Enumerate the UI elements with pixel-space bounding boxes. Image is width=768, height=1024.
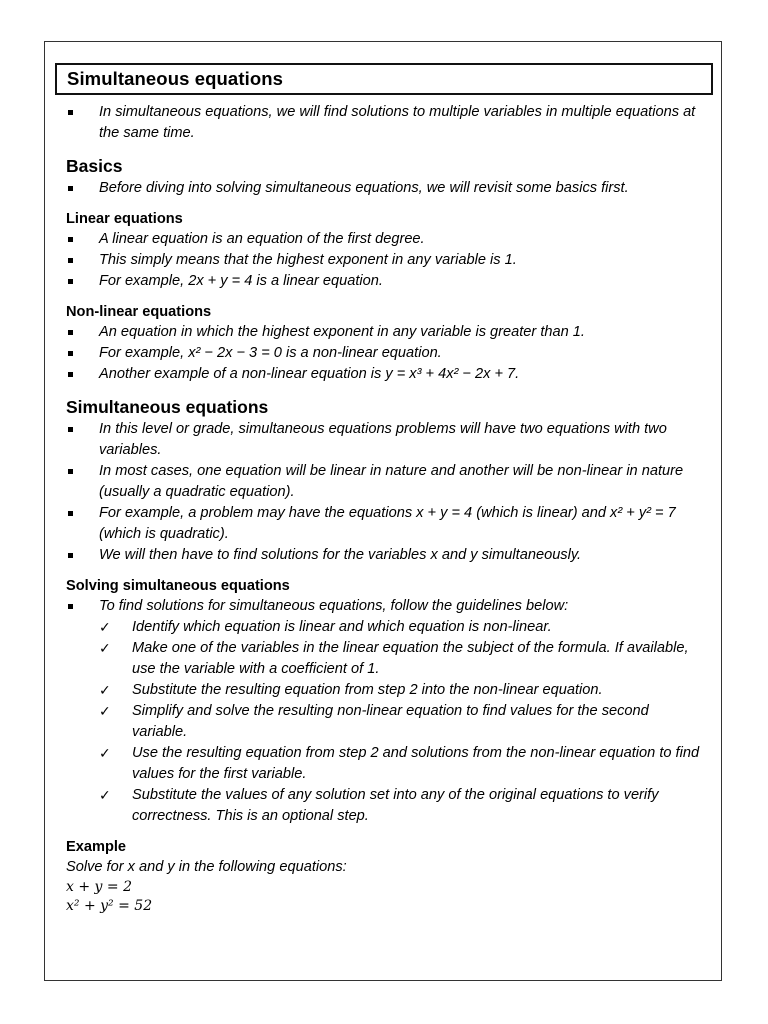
example-equation-1: x + y = 2 <box>66 879 132 895</box>
intro-bullet: In simultaneous equations, we will find solutions to multiple variables in multiple equations at the same time. <box>66 102 706 144</box>
step-text: Substitute the values of any solution set into any of the original equations to verify correctness. This is an optional step. <box>132 787 659 824</box>
document-page <box>44 41 722 981</box>
example-heading: Example <box>66 839 127 855</box>
check-icon: ✓ <box>99 682 111 698</box>
check-icon: ✓ <box>99 703 111 719</box>
solving-step-5 <box>66 743 706 785</box>
nonlinear-bullet-2: For example, x² − 2x − 3 = 0 is a non-linear equation. <box>66 343 706 364</box>
solving-step-4 <box>66 701 706 743</box>
linear-bullet-3: For example, 2x + y = 4 is a linear equation. <box>66 271 706 292</box>
check-icon: ✓ <box>99 640 111 656</box>
solving-step-3 <box>66 680 706 701</box>
title-box <box>55 63 713 95</box>
simultaneous-bullet-1: In this level or grade, simultaneous equations problems will have two equations with two variables. <box>66 419 706 461</box>
page-title: Simultaneous equations <box>67 68 284 89</box>
check-icon: ✓ <box>99 787 111 803</box>
simultaneous-heading: Simultaneous equations <box>66 397 269 417</box>
example-equation-2: x² + y² = 52 <box>66 898 153 914</box>
check-icon: ✓ <box>99 619 111 635</box>
simultaneous-bullet-4: We will then have to find solutions for the variables x and y simultaneously. <box>66 545 706 566</box>
step-text: Identify which equation is linear and which equation is non-linear. <box>132 619 552 635</box>
linear-bullet-1: A linear equation is an equation of the first degree. <box>66 229 706 250</box>
solving-heading: Solving simultaneous equations <box>66 578 290 594</box>
basics-bullet: Before diving into solving simultaneous equations, we will revisit some basics first. <box>66 178 706 199</box>
nonlinear-bullet-3: Another example of a non-linear equation is y = x³ + 4x² − 2x + 7. <box>66 364 706 385</box>
nonlinear-heading: Non-linear equations <box>66 304 212 320</box>
linear-bullet-2: This simply means that the highest exponent in any variable is 1. <box>66 250 706 271</box>
nonlinear-bullet-1: An equation in which the highest exponent in any variable is greater than 1. <box>66 322 706 343</box>
solving-bullet: To find solutions for simultaneous equations, follow the guidelines below: <box>66 596 706 617</box>
step-text: Make one of the variables in the linear equation the subject of the formula. If available, use the variable with a coefficient of 1. <box>132 640 689 677</box>
step-text: Substitute the resulting equation from step 2 into the non-linear equation. <box>132 682 603 698</box>
solving-step-6 <box>66 785 706 827</box>
solving-step-2 <box>66 638 706 680</box>
step-text: Use the resulting equation from step 2 and solutions from the non-linear equation to find values for the first variable. <box>132 745 700 782</box>
linear-heading: Linear equations <box>66 211 183 227</box>
solving-step-1 <box>66 617 706 638</box>
document-body <box>66 102 706 916</box>
simultaneous-bullet-2: In most cases, one equation will be linear in nature and another will be non-linear in nature (usually a quadratic equation). <box>66 461 706 503</box>
step-text: Simplify and solve the resulting non-linear equation to find values for the second variable. <box>132 703 649 740</box>
simultaneous-bullet-3: For example, a problem may have the equations x + y = 4 (which is linear) and x² + y² = 7 (which is quadratic). <box>66 503 706 545</box>
check-icon: ✓ <box>99 745 111 761</box>
example-prompt: Solve for x and y in the following equations: <box>66 859 347 875</box>
basics-heading: Basics <box>66 156 123 176</box>
